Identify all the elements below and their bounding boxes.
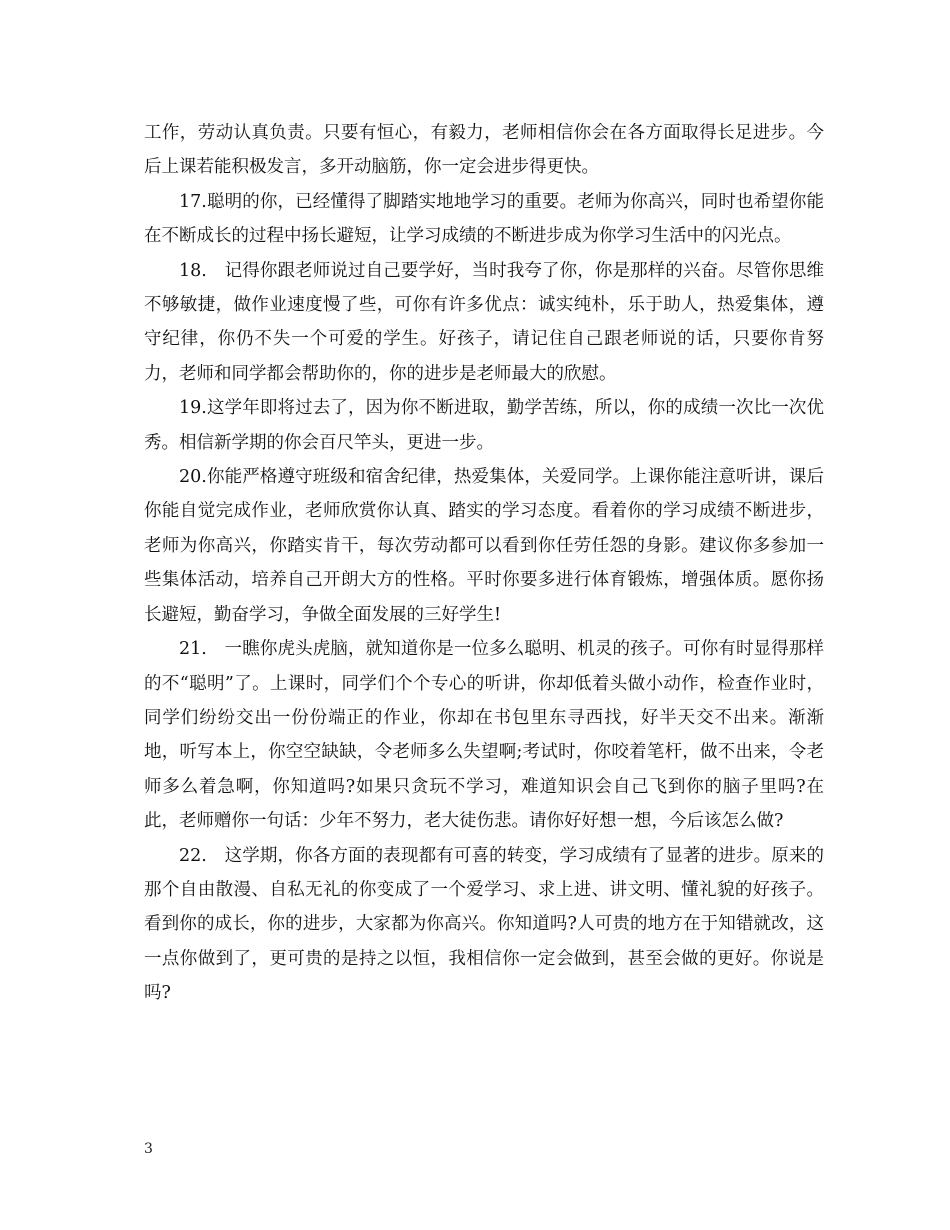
paragraph-continuation: 工作，劳动认真负责。只要有恒心，有毅力，老师相信你会在各方面取得长足进步。今后上课若能积极发言，多开动脑筋，你一定会进步得更快。 — [144, 123, 824, 178]
document-body — [144, 116, 824, 1011]
paragraph-comment-17: 17.聪明的你，已经懂得了脚踏实地地学习的重要。老师为你高兴，同时也希望你能在不断成长的过程中扬长避短，让学习成绩的不断进步成为你学习生活中的闪光点。 — [144, 191, 824, 247]
paragraph-comment-22: 22. 这学期，你各方面的表现都有可喜的转变，学习成绩有了显著的进步。原来的那个自由散漫、自私无礼的你变成了一个爱学习、求上进、讲文明、懂礼貌的好孩子。看到你的成长，你的进步，大家都为你高兴。你知道吗?人可贵的地方在于知错就改，这一点你做到了，更可贵的是持之以恒，我相信你一定会做到，甚至会做的更好。你说是吗? — [144, 845, 824, 1004]
paragraph-comment-21: 21. 一瞧你虎头虎脑，就知道你是一位多么聪明、机灵的孩子。可你有时显得那样的不“聪明”了。上课时，同学们个个专心的听讲，你却低着头做小动作，检查作业时，同学们纷纷交出一份份端正的作业，你却在书包里东寻西找，好半天交不出来。渐渐地，听写本上，你空空缺缺，令老师多么失望啊;考试时，你咬着笔杆，做不出来，令老师多么着急啊，你知道吗?如果只贪玩不学习，难道知识会自己飞到你的脑子里吗?在此，老师赠你一句话：少年不努力，老大徒伤悲。请你好好想一想，今后该怎么做? — [144, 639, 824, 832]
page-number: 3 — [144, 1141, 153, 1157]
paragraph-comment-20: 20.你能严格遵守班级和宿舍纪律，热爱集体，关爱同学。上课你能注意听讲，课后你能自觉完成作业，老师欣赏你认真、踏实的学习态度。看着你的学习成绩不断进步，老师为你高兴，你踏实肯干，每次劳动都可以看到你任劳任怨的身影。建议你多参加一些集体活动，培养自己开朗大方的性格。平时你要多进行体育锻炼，增强体质。愿你扬长避短，勤奋学习，争做全面发展的三好学生! — [144, 467, 824, 625]
paragraph-comment-18: 18. 记得你跟老师说过自己要学好，当时我夸了你，你是那样的兴奋。尽管你思维不够敏捷，做作业速度慢了些，可你有许多优点：诚实纯朴，乐于助人，热爱集体，遵守纪律，你仍不失一个可爱的学生。好孩子，请记住自己跟老师说的话，只要你肯努力，老师和同学都会帮助你的，你的进步是老师最大的欣慰。 — [144, 260, 824, 384]
paragraph-comment-19: 19.这学年即将过去了，因为你不断进取，勤学苦练，所以，你的成绩一次比一次优秀。相信新学期的你会百尺竿头，更进一步。 — [144, 398, 824, 453]
